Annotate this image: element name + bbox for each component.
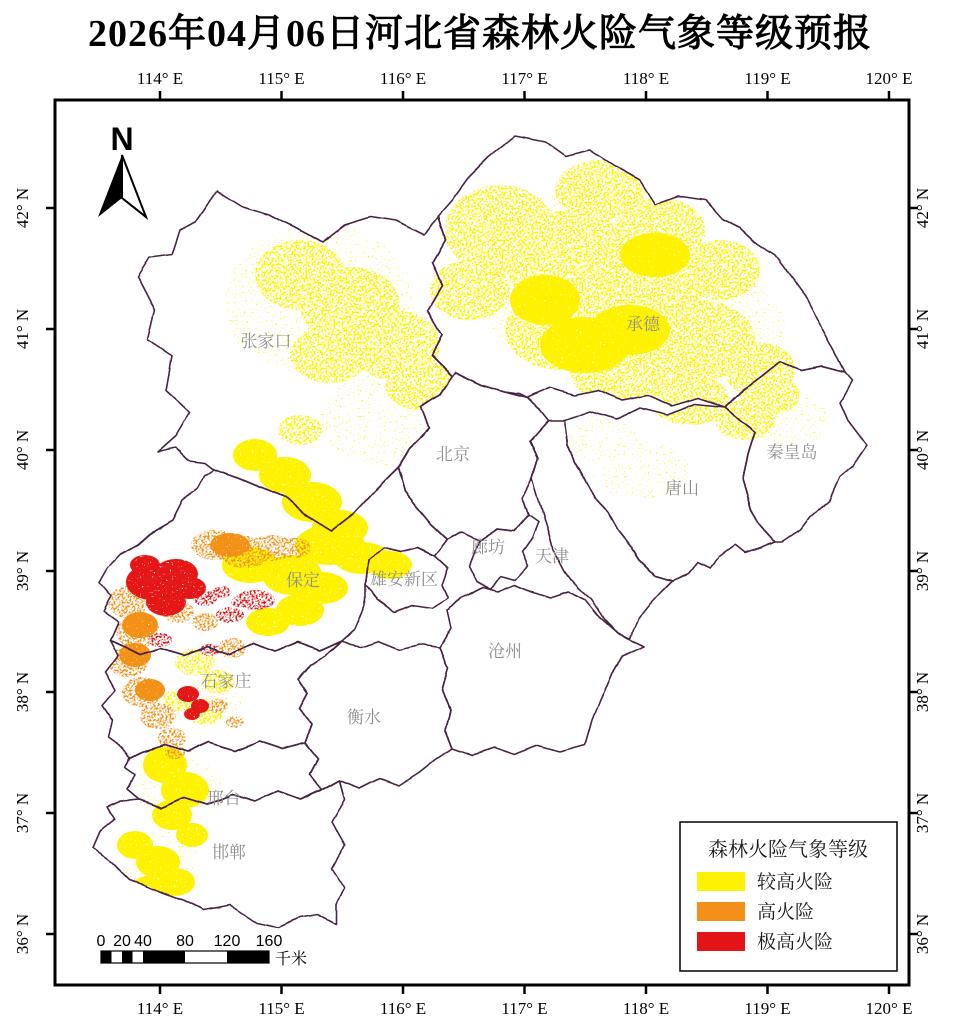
city-label-tangshan: 唐山: [665, 479, 699, 498]
lat-label: 41° N: [913, 308, 932, 350]
lat-label: 36° N: [913, 913, 932, 955]
longitude-labels-top: [137, 69, 913, 88]
city-label-zhangjiakou: 张家口: [240, 332, 292, 351]
city-label-hengshui: 衡水: [347, 708, 381, 727]
scale-bar-segment: [101, 951, 112, 963]
lat-label: 38° N: [13, 671, 32, 713]
lon-label: 114° E: [136, 999, 184, 1018]
lon-label: 118° E: [622, 69, 670, 88]
scale-tick-label: 20: [113, 933, 131, 950]
lat-label: 37° N: [13, 792, 32, 834]
city-label-qinhuangdao: 秦皇岛: [766, 443, 818, 462]
city-label-cangzhou: 沧州: [488, 642, 522, 661]
legend-swatch-extreme: [697, 932, 745, 951]
lon-label: 115° E: [258, 69, 305, 88]
lat-label: 42° N: [13, 187, 32, 229]
legend-label-moderate: 较高火险: [757, 872, 834, 893]
lon-label: 119° E: [744, 69, 791, 88]
city-label-tianjin: 天津: [535, 547, 569, 566]
lon-label: 115° E: [258, 999, 305, 1018]
lon-label: 117° E: [501, 999, 548, 1018]
legend-label-high: 高火险: [757, 902, 815, 923]
legend-swatch-moderate: [697, 872, 745, 891]
scale-tick-label: 0: [96, 933, 106, 950]
lon-label: 120° E: [865, 999, 913, 1018]
city-label-chengde: 承德: [626, 315, 660, 334]
scale-bar-segment: [227, 951, 269, 963]
page-title: 2026年04月06日河北省森林火险气象等级预报: [87, 13, 872, 55]
scale-unit-label: 千米: [275, 951, 308, 968]
city-label-langfang: 廊坊: [471, 538, 505, 557]
longitude-labels-bottom: [137, 999, 913, 1018]
lat-label: 41° N: [13, 308, 32, 350]
lon-label: 120° E: [865, 69, 913, 88]
scale-tick-label: 120: [213, 933, 241, 950]
lat-label: 40° N: [913, 429, 932, 471]
legend-swatch-high: [697, 902, 745, 921]
lat-label: 39° N: [13, 550, 32, 592]
lat-label: 38° N: [913, 671, 932, 713]
legend: [680, 822, 897, 971]
city-label-handan: 邯郸: [212, 843, 246, 862]
city-label-shijiazhuang: 石家庄: [200, 672, 252, 691]
lon-label: 114° E: [136, 69, 184, 88]
scale-tick-label: 40: [134, 933, 152, 950]
lon-label: 116° E: [379, 999, 427, 1018]
lat-label: 42° N: [913, 187, 932, 229]
lon-label: 119° E: [744, 999, 791, 1018]
legend-label-extreme: 极高火险: [757, 932, 834, 953]
latitude-labels-left: [13, 188, 32, 954]
city-label-beijing: 北京: [436, 445, 470, 464]
north-arrow-label: N: [110, 121, 134, 157]
legend-title: 森林火险气象等级: [708, 839, 868, 861]
scale-bar-segment: [143, 951, 185, 963]
city-label-xiongan: 雄安新区: [370, 570, 438, 589]
city-label-xingtai: 邢台: [207, 789, 241, 808]
scale-tick-label: 160: [255, 933, 283, 950]
lon-label: 118° E: [622, 999, 670, 1018]
city-label-baoding: 保定: [286, 571, 320, 590]
lat-label: 39° N: [913, 550, 932, 592]
scale-bar-segment: [122, 951, 133, 963]
latitude-labels-right: [913, 188, 932, 954]
scale-tick-label: 80: [176, 933, 194, 950]
lat-label: 36° N: [13, 913, 32, 955]
lon-label: 117° E: [501, 69, 548, 88]
lon-label: 116° E: [379, 69, 427, 88]
lat-label: 37° N: [913, 792, 932, 834]
lat-label: 40° N: [13, 429, 32, 471]
